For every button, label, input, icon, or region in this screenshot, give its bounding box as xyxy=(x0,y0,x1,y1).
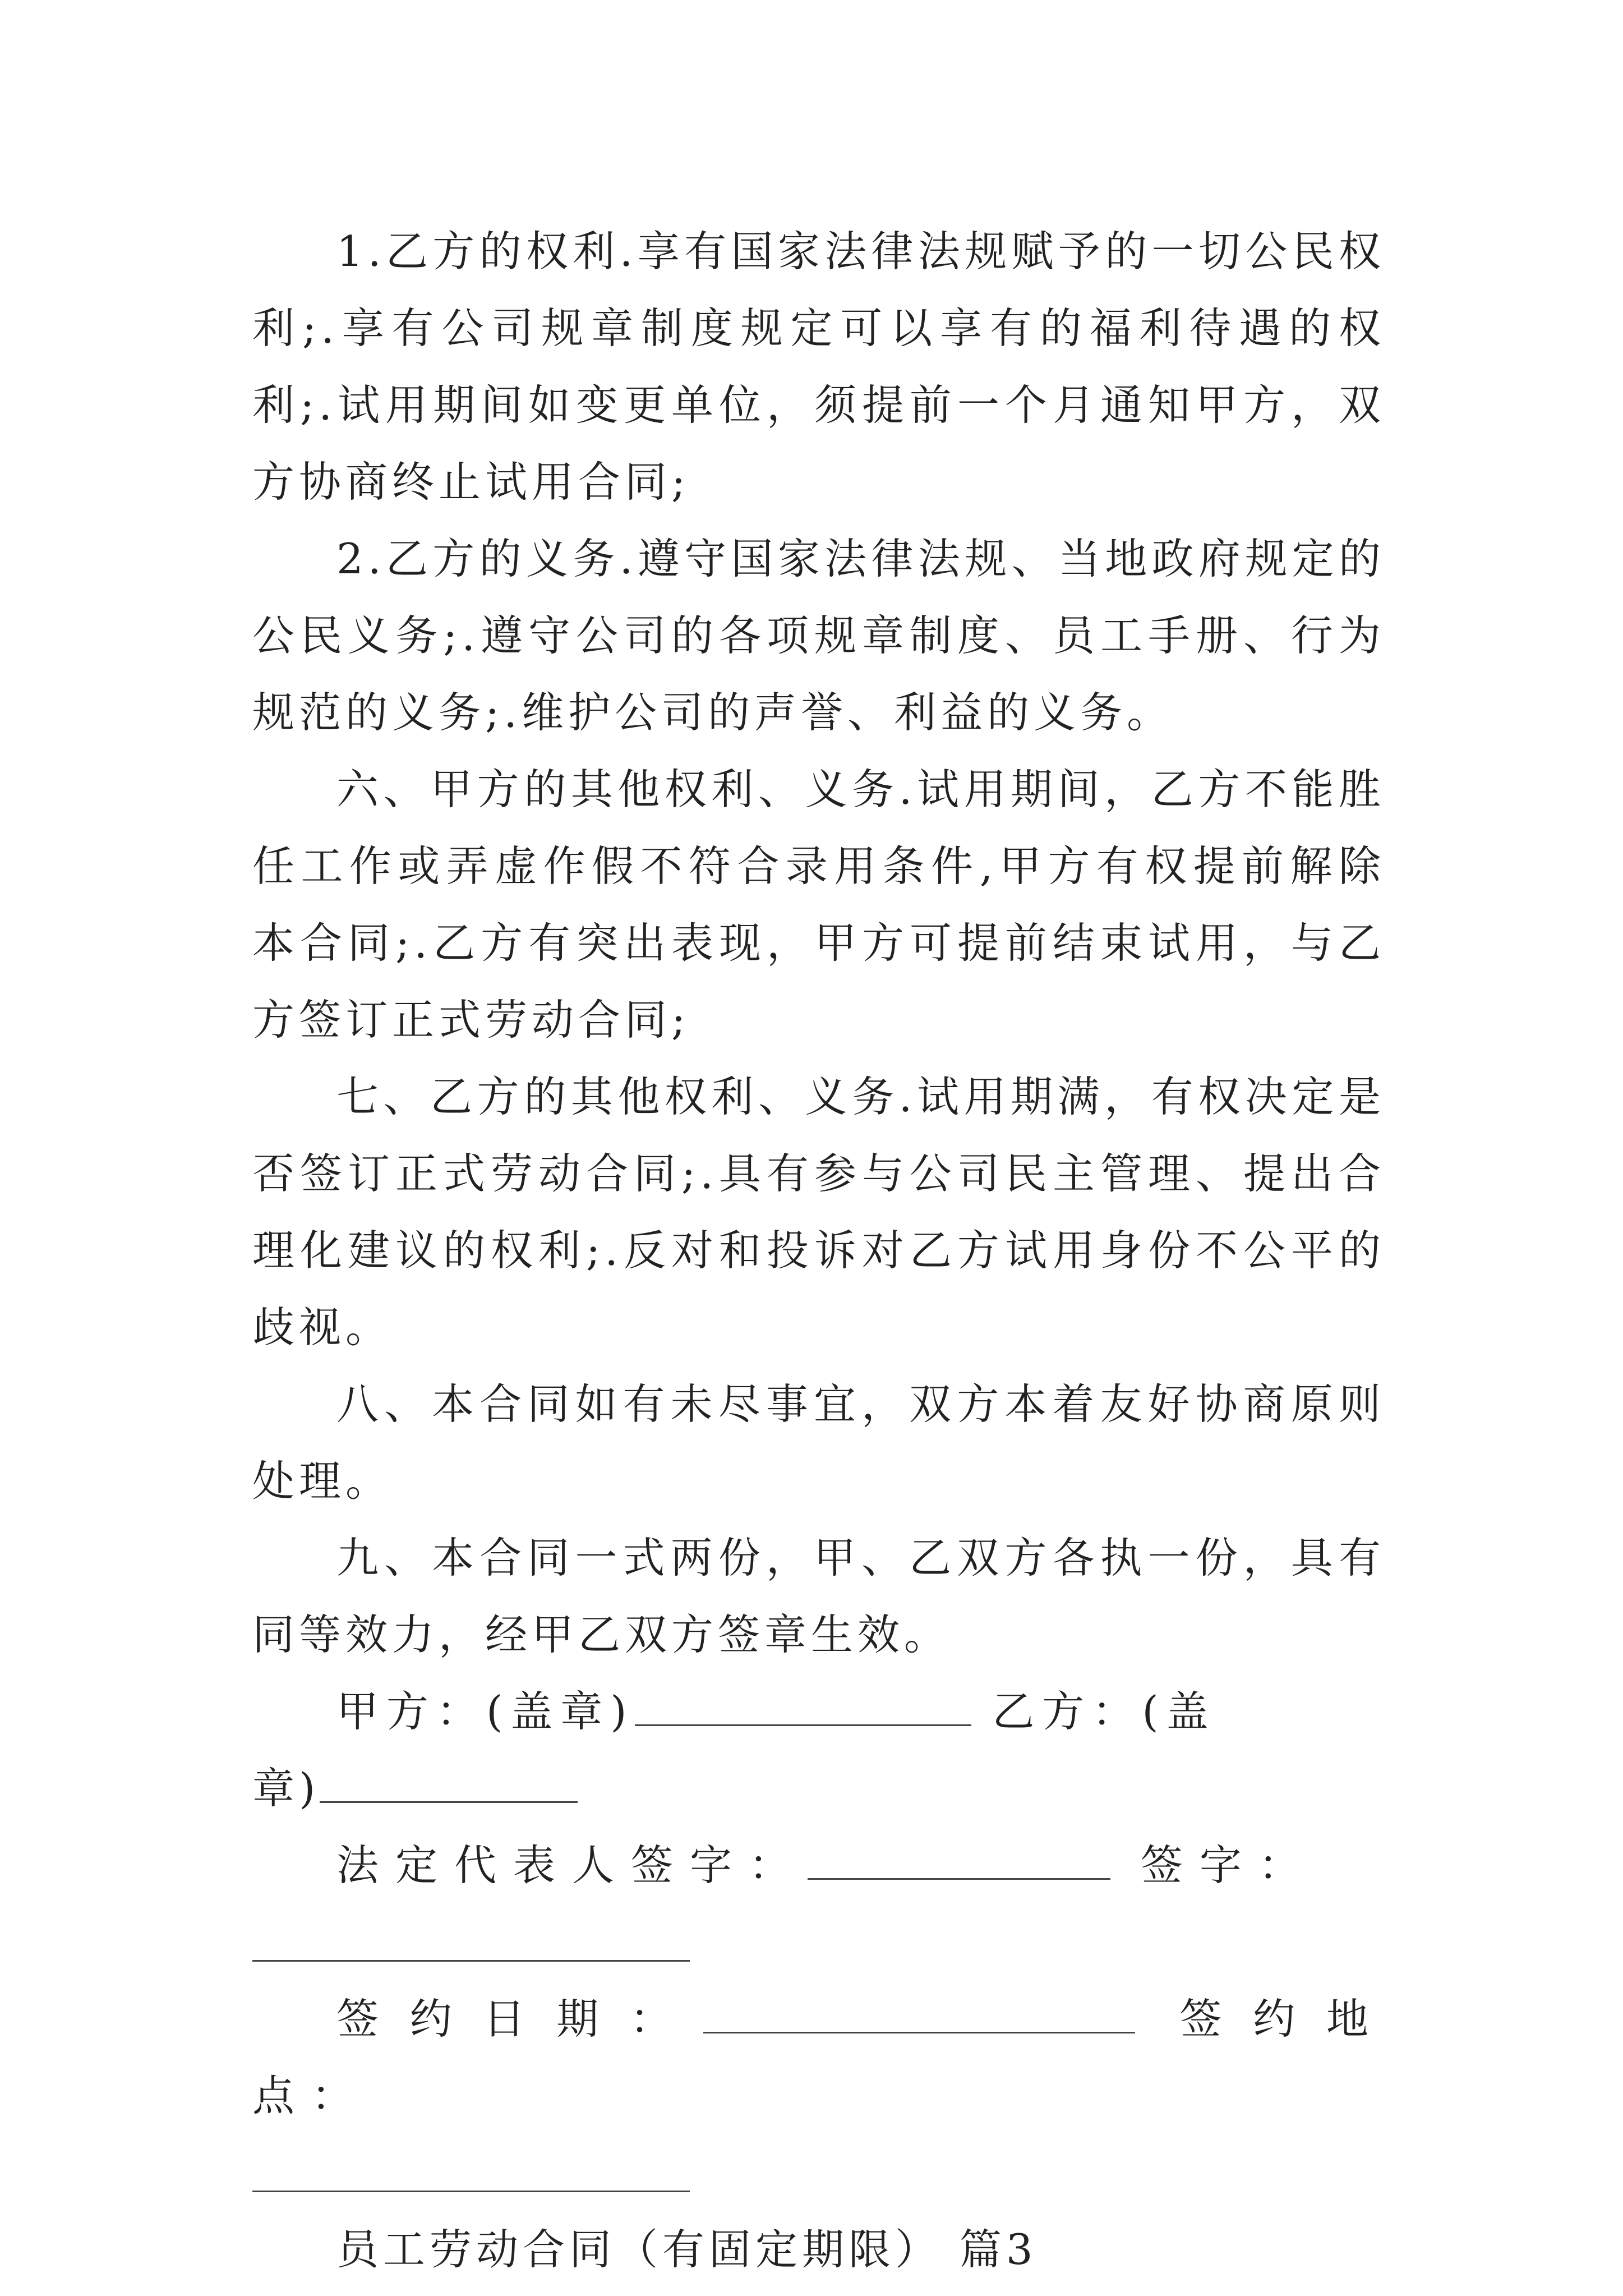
sign-date-field[interactable] xyxy=(703,1998,1135,2033)
clause-nine: 九、本合同一式两份，甲、乙双方各执一份，具有同等效力，经甲乙双方签章生效。 xyxy=(252,1533,1385,1659)
legal-rep-label: 法定代表人签字： xyxy=(336,1841,808,1890)
signature-rep-line xyxy=(252,1827,1385,1904)
clause-party-b-obligations: 2.乙方的义务.遵守国家法律法规、当地政府规定的公民义务;.遵守公司的各项规章制度、员工手册、行为规范的义务;.维护公司的声誉、利益的义务。 xyxy=(252,534,1385,737)
party-b-seal-field[interactable] xyxy=(320,1768,578,1803)
clause-party-b-rights: 1.乙方的权利.享有国家法律法规赋予的一切公民权利;.享有公司规章制度规定可以享有的福利待遇的权利;.试用期间如变更单位，须提前一个月通知甲方，双方协商终止试用合同; xyxy=(252,227,1385,507)
legal-rep-sign-field[interactable] xyxy=(808,1844,1110,1880)
sign-place-row xyxy=(252,2134,1385,2211)
clause-seven: 七、乙方的其他权利、义务.试用期满，有权决定是否签订正式劳动合同;.具有参与公司民主管理、提出合理化建议的权利;.反对和投诉对乙方试用身份不公平的歧视。 xyxy=(252,1072,1385,1352)
party-a-seal-field[interactable] xyxy=(635,1691,971,1726)
party-b-sign-field[interactable] xyxy=(252,1926,690,1962)
sign-date-label: 签约日期： xyxy=(336,1994,703,2044)
party-b-label-cont: 章) xyxy=(252,1764,320,1813)
signature-party-line-cont xyxy=(252,1750,1385,1827)
sign-place-label: 签约地点： xyxy=(252,1994,1385,2120)
signature-party-line xyxy=(252,1673,1385,1750)
party-b-label: 乙方：(盖 xyxy=(992,1687,1216,1736)
clause-eight: 八、本合同如有未尽事宜，双方本着友好协商原则处理。 xyxy=(252,1379,1385,1506)
sign-label: 签字： xyxy=(1140,1841,1317,1890)
sign-field-row xyxy=(252,1904,1385,1981)
document-body xyxy=(252,213,1385,2288)
sign-place-field[interactable] xyxy=(252,2157,690,2192)
clause-six: 六、甲方的其他权利、义务.试用期间，乙方不能胜任工作或弄虚作假不符合录用条件,甲方有权提前解除本合同;.乙方有突出表现，甲方可提前结束试用，与乙方签订正式劳动合同; xyxy=(252,765,1385,1045)
signature-date-line xyxy=(252,1981,1385,2134)
section-heading: 员工劳动合同（有固定期限） 篇3 xyxy=(336,2225,1038,2274)
party-a-label: 甲方：(盖章) xyxy=(336,1687,635,1736)
